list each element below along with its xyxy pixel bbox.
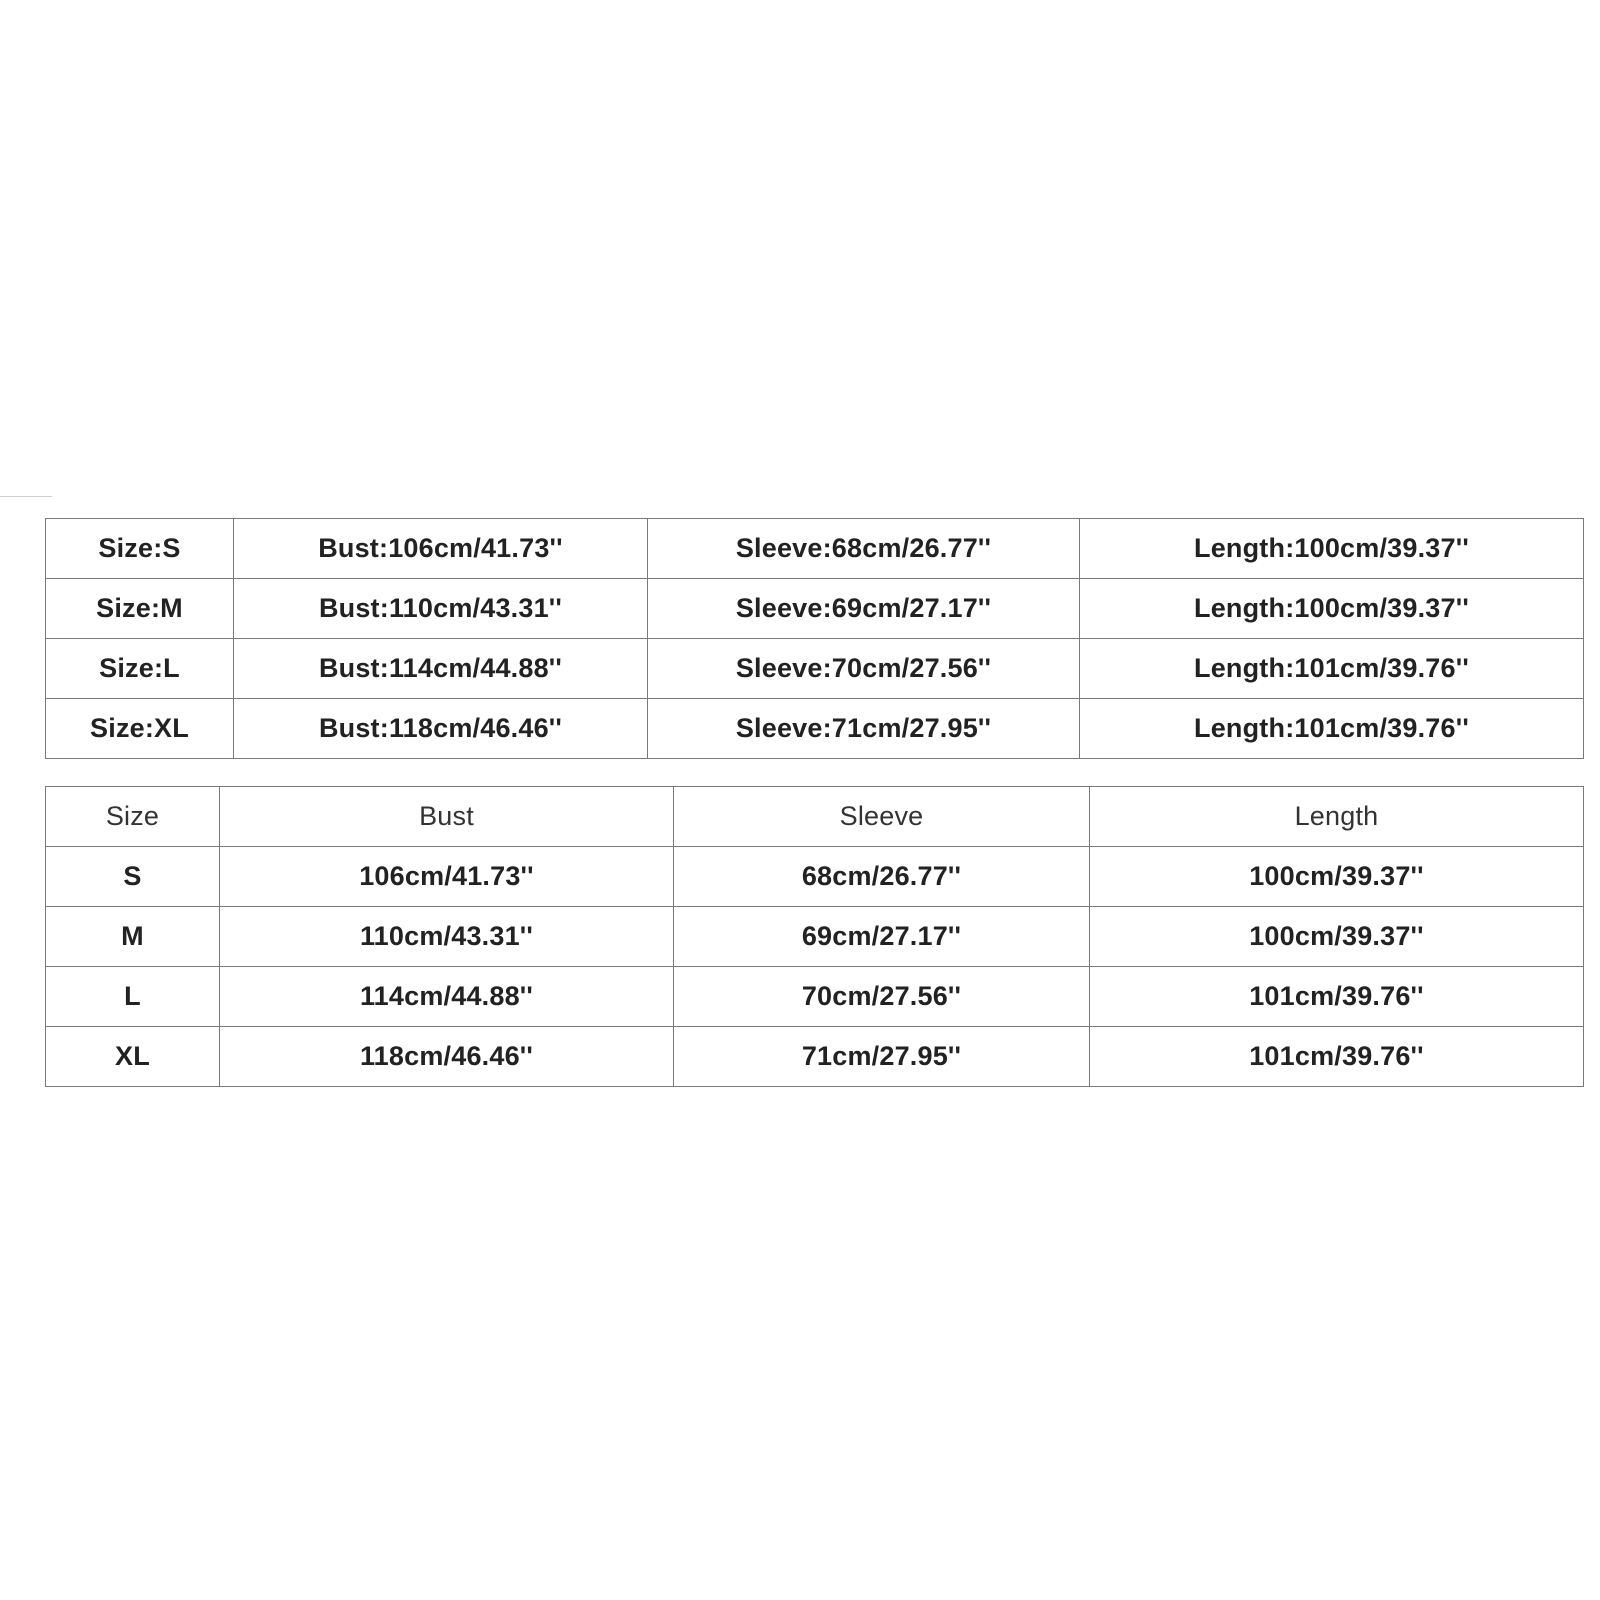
sleeve-cell: Sleeve:71cm/27.95'' [648, 699, 1080, 759]
table-row [46, 579, 1584, 639]
sleeve-cell: Sleeve:70cm/27.56'' [648, 639, 1080, 699]
length-cell: 100cm/39.37'' [1090, 907, 1584, 967]
sleeve-cell: 70cm/27.56'' [674, 967, 1090, 1027]
bust-cell: Bust:106cm/41.73'' [234, 519, 648, 579]
bust-cell: 106cm/41.73'' [220, 847, 674, 907]
bust-cell: 118cm/46.46'' [220, 1027, 674, 1087]
bust-cell: Bust:118cm/46.46'' [234, 699, 648, 759]
size-cell: S [46, 847, 220, 907]
header-bust: Bust [220, 787, 674, 847]
table-row [46, 519, 1584, 579]
size-cell: Size:M [46, 579, 234, 639]
length-cell: 100cm/39.37'' [1090, 847, 1584, 907]
size-chart-table [45, 786, 1584, 1087]
size-cell: Size:S [46, 519, 234, 579]
table-header-row [46, 787, 1584, 847]
table-row [46, 639, 1584, 699]
header-length: Length [1090, 787, 1584, 847]
length-cell: Length:101cm/39.76'' [1080, 639, 1584, 699]
sleeve-cell: Sleeve:69cm/27.17'' [648, 579, 1080, 639]
length-cell: Length:100cm/39.37'' [1080, 519, 1584, 579]
size-cell: Size:L [46, 639, 234, 699]
size-cell: M [46, 907, 220, 967]
sleeve-cell: 69cm/27.17'' [674, 907, 1090, 967]
bust-cell: 114cm/44.88'' [220, 967, 674, 1027]
size-cell: XL [46, 1027, 220, 1087]
header-size: Size [46, 787, 220, 847]
length-cell: 101cm/39.76'' [1090, 1027, 1584, 1087]
table-row [46, 967, 1584, 1027]
length-cell: 101cm/39.76'' [1090, 967, 1584, 1027]
header-sleeve: Sleeve [674, 787, 1090, 847]
corner-divider-line [0, 496, 52, 497]
size-cell: L [46, 967, 220, 1027]
length-cell: Length:100cm/39.37'' [1080, 579, 1584, 639]
size-chart-table-labeled [45, 518, 1584, 759]
table-row [46, 1027, 1584, 1087]
length-cell: Length:101cm/39.76'' [1080, 699, 1584, 759]
size-cell: Size:XL [46, 699, 234, 759]
table-row [46, 699, 1584, 759]
sleeve-cell: Sleeve:68cm/26.77'' [648, 519, 1080, 579]
bust-cell: Bust:114cm/44.88'' [234, 639, 648, 699]
sleeve-cell: 71cm/27.95'' [674, 1027, 1090, 1087]
table-row [46, 847, 1584, 907]
table-row [46, 907, 1584, 967]
bust-cell: Bust:110cm/43.31'' [234, 579, 648, 639]
bust-cell: 110cm/43.31'' [220, 907, 674, 967]
sleeve-cell: 68cm/26.77'' [674, 847, 1090, 907]
